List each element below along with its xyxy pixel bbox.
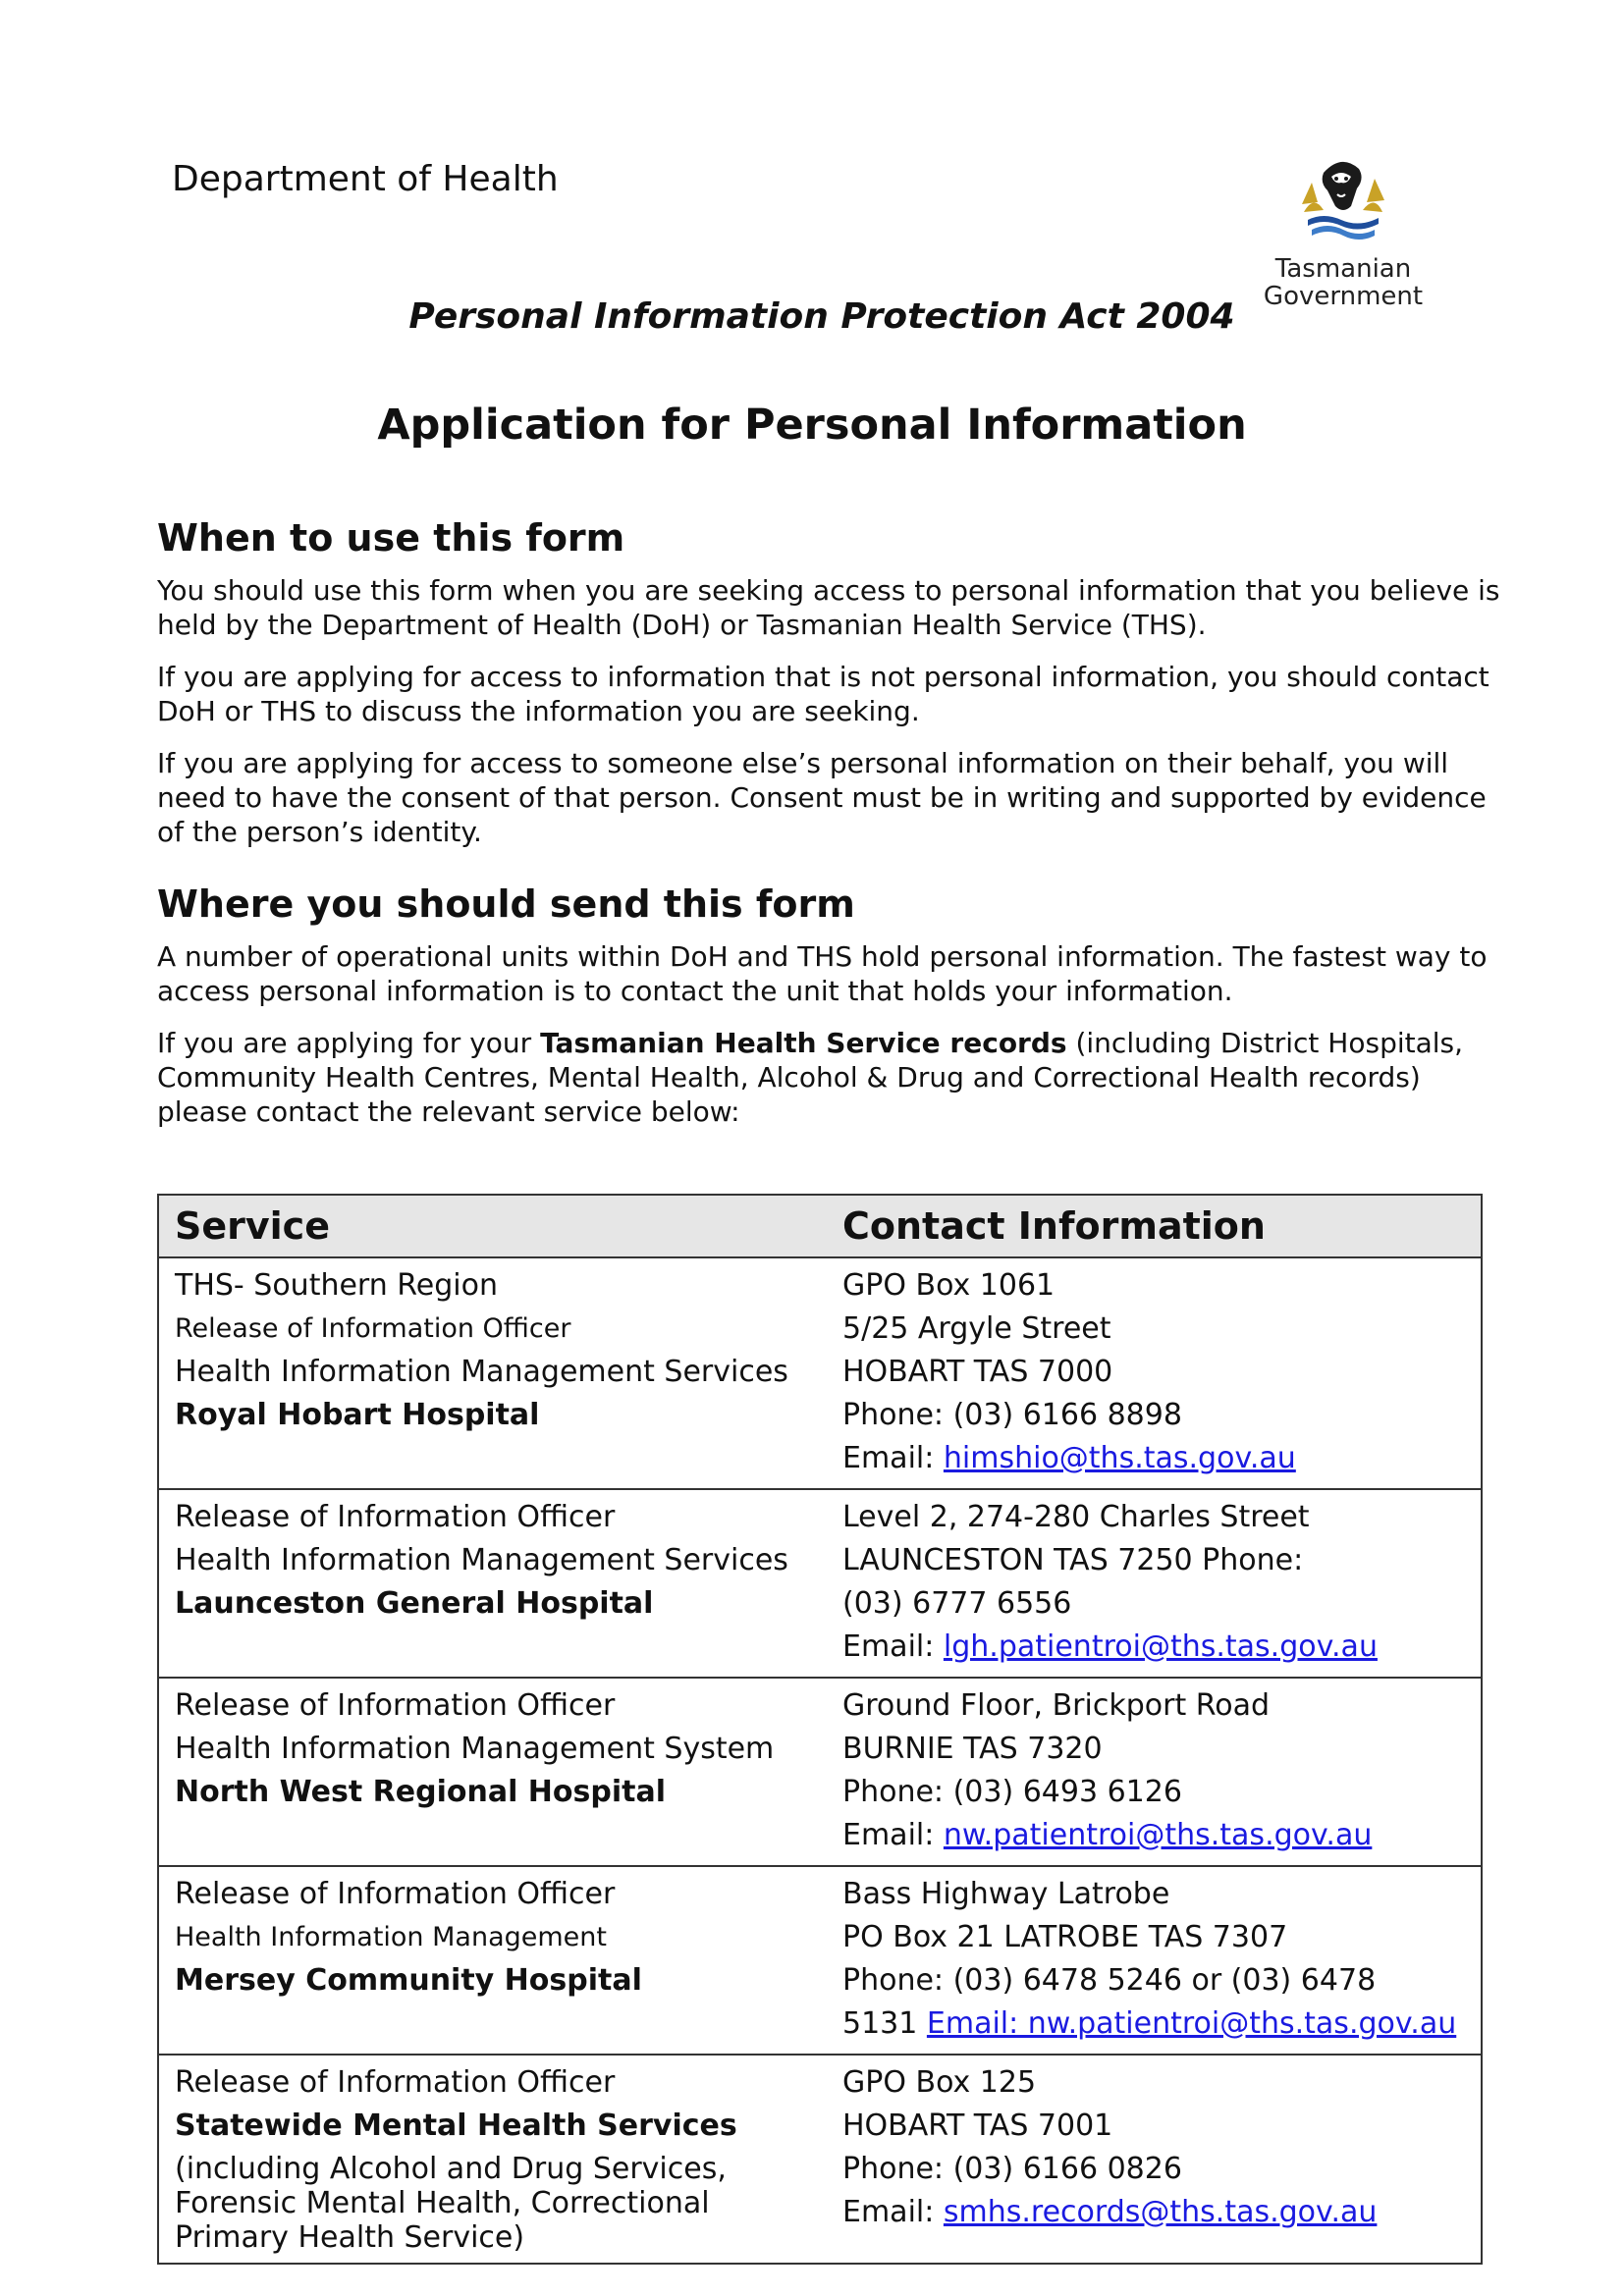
service-cell <box>158 2055 839 2264</box>
main-content <box>157 514 1507 1147</box>
table-row <box>158 2055 1482 2264</box>
table-row <box>158 1678 1482 1866</box>
contact-line: Ground Floor, Brickport Road <box>842 1688 1271 1723</box>
service-name: Statewide Mental Health Services <box>175 2109 737 2143</box>
page-title: Application for Personal Information <box>377 400 1247 450</box>
contact-line: Phone: (03) 6166 8898 <box>842 1398 1182 1432</box>
service-line: Health Information Management System <box>175 1732 775 1766</box>
paragraph-bold-text: Tasmanian Health Service records <box>540 1027 1067 1059</box>
service-cell <box>158 1866 839 2055</box>
email-link[interactable]: lgh.patientroi@ths.tas.gov.au <box>943 1629 1378 1664</box>
contact-cell <box>839 1866 1482 2055</box>
column-header-contact: Contact Information <box>839 1195 1482 1257</box>
paragraph-text: If you are applying for your <box>157 1027 541 1059</box>
contact-line: (03) 6777 6556 <box>842 1586 1072 1621</box>
table-header-row <box>158 1195 1482 1257</box>
email-link[interactable]: himshio@ths.tas.gov.au <box>943 1441 1296 1475</box>
contact-line: Level 2, 274-280 Charles Street <box>842 1500 1310 1534</box>
email-label: 5131 <box>842 2006 927 2041</box>
services-table <box>157 1194 1483 2265</box>
email-link[interactable]: Email: nw.patientroi@ths.tas.gov.au <box>926 2006 1457 2041</box>
section-heading-when: When to use this form <box>157 516 625 560</box>
service-line: Health Information Management Services <box>175 1355 788 1389</box>
email-label: Email: <box>842 1629 944 1664</box>
service-name: Launceston General Hospital <box>175 1586 654 1621</box>
contact-cell <box>839 1257 1482 1489</box>
act-title <box>0 296 1624 337</box>
contact-line: Bass Highway Latrobe <box>842 1877 1170 1911</box>
paragraph <box>157 1026 1507 1129</box>
service-name: Mersey Community Hospital <box>175 1963 642 1998</box>
paragraph: If you are applying for access to information that is not personal information, you should contact DoH or THS to discuss the information you are seeking. <box>157 661 1489 727</box>
section-heading-where: Where you should send this form <box>157 882 855 926</box>
column-header-service: Service <box>158 1195 839 1257</box>
service-cell <box>158 1678 839 1866</box>
tasmanian-government-logo <box>1255 155 1432 312</box>
contact-line: Phone: (03) 6166 0826 <box>842 2152 1182 2186</box>
table-row <box>158 1489 1482 1678</box>
contact-line: HOBART TAS 7001 <box>842 2109 1113 2143</box>
tasmanian-tiger-emblem-icon <box>1294 155 1392 253</box>
email-line <box>842 1437 1465 1480</box>
email-line <box>842 1626 1465 1669</box>
contact-line: Phone: (03) 6493 6126 <box>842 1775 1182 1809</box>
contact-line: GPO Box 125 <box>842 2065 1037 2100</box>
service-line: Release of Information Officer <box>175 1313 571 1344</box>
act-title-text: Personal Information Protection Act 2004 <box>408 296 1235 337</box>
service-line: Release of Information Officer <box>175 2065 616 2100</box>
table-row <box>158 1866 1482 2055</box>
service-line: Health Information Management <box>175 1922 607 1952</box>
email-line <box>842 1814 1465 1857</box>
contact-line: LAUNCESTON TAS 7250 Phone: <box>842 1543 1304 1577</box>
contact-line: Phone: (03) 6478 5246 or (03) 6478 <box>842 1963 1377 1998</box>
table-row <box>158 1257 1482 1489</box>
contact-line: BURNIE TAS 7320 <box>842 1732 1103 1766</box>
contact-cell <box>839 1489 1482 1678</box>
contact-cell <box>839 2055 1482 2264</box>
email-link[interactable]: smhs.records@ths.tas.gov.au <box>943 2195 1378 2229</box>
contact-line: GPO Box 1061 <box>842 1268 1056 1303</box>
email-line <box>842 2191 1465 2234</box>
logo-text-line1: Tasmanian <box>1274 254 1412 284</box>
service-cell <box>158 1489 839 1678</box>
paragraph-text: (including District Hospitals, Community Health Centres, Mental Health, Alcohol & Drug and Correctional Health records) please contact the relevant service below: <box>157 1027 1464 1128</box>
email-label: Email: <box>842 1441 944 1475</box>
service-cell <box>158 1257 839 1489</box>
paragraph: A number of operational units within DoH and THS hold personal information. The fastest way to access personal information is to contact the unit that holds your information. <box>157 940 1488 1007</box>
contact-line: HOBART TAS 7000 <box>842 1355 1113 1389</box>
logo-text-line2: Government <box>1263 282 1424 311</box>
contact-cell <box>839 1678 1482 1866</box>
service-name: Royal Hobart Hospital <box>175 1398 540 1432</box>
email-link[interactable]: nw.patientroi@ths.tas.gov.au <box>943 1818 1373 1852</box>
email-line <box>842 2002 1465 2046</box>
email-label: Email: <box>842 1818 944 1852</box>
contact-line: PO Box 21 LATROBE TAS 7307 <box>842 1920 1288 1954</box>
service-line: Release of Information Officer <box>175 1877 616 1911</box>
paragraph: If you are applying for access to someone else’s personal information on their behalf, you will need to have the consent of that person. Consent must be in writing and supported by evidence of the person’s identity. <box>157 747 1487 848</box>
service-line: THS- Southern Region <box>175 1268 498 1303</box>
service-note: (including Alcohol and Drug Services, Forensic Mental Health, Correctional Primary Health Service) <box>175 2152 727 2255</box>
service-line: Release of Information Officer <box>175 1688 616 1723</box>
service-line: Release of Information Officer <box>175 1500 616 1534</box>
contact-line: 5/25 Argyle Street <box>842 1311 1111 1346</box>
paragraph: You should use this form when you are seeking access to personal information that you believe is held by the Department of Health (DoH) or Tasmanian Health Service (THS). <box>157 574 1500 641</box>
service-name: North West Regional Hospital <box>175 1775 667 1809</box>
department-name: Department of Health <box>172 159 559 199</box>
email-label: Email: <box>842 2195 944 2229</box>
service-line: Health Information Management Services <box>175 1543 788 1577</box>
